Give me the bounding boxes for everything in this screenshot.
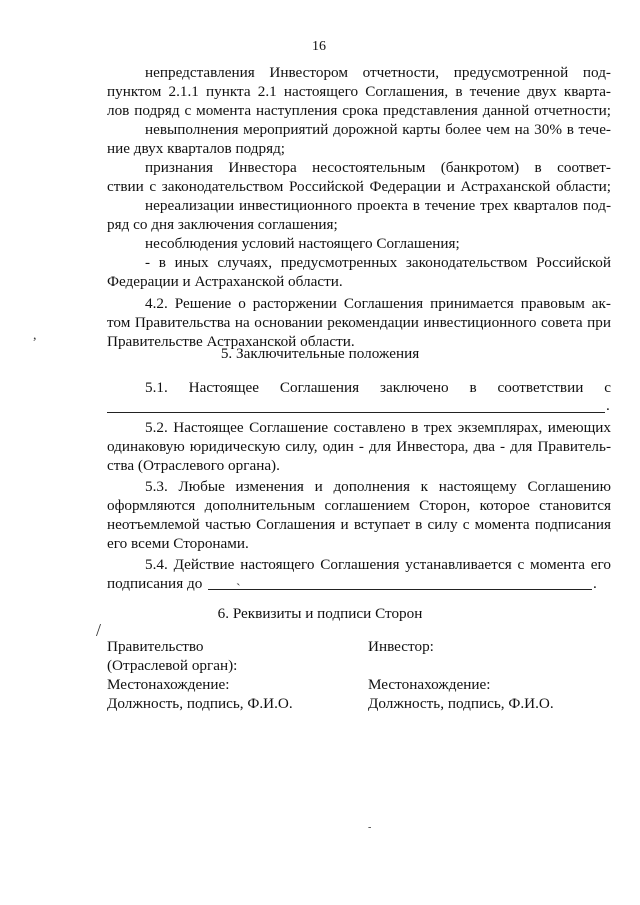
clause-line: одинаковую юридическую силу, один - для Инвестора, два - для Правитель- (107, 438, 611, 455)
clause-5-1-blank (107, 412, 605, 413)
page-number: 16 (312, 39, 326, 54)
section-6-heading: 6. Реквизиты и подписи Сторон (217, 605, 423, 622)
list-line: нереализации инвестиционного проекта в течение трех кварталов под- (145, 197, 611, 214)
requisite-line: Должность, подпись, Ф.И.О. (368, 695, 554, 712)
list-line: ряд со дня заключения соглашения; (107, 216, 338, 233)
clause-line: неотъемлемой частью Соглашения и вступает в силу с момента подписания (107, 516, 611, 533)
list-line: признания Инвестора несостоятельным (банкротом) в соответ- (145, 159, 611, 176)
clause-5-1-end: . (606, 397, 610, 414)
list-line: несоблюдения условий настоящего Соглашения; (145, 235, 460, 252)
list-line: лов подряд с момента наступления срока представления данной отчетности; (107, 102, 611, 119)
clause-line: 5.3. Любые изменения и дополнения к настоящему Соглашению (145, 478, 611, 495)
requisite-line: (Отраслевой орган): (107, 657, 238, 674)
list-line: - в иных случаях, предусмотренных законодательством Российской (145, 254, 611, 271)
requisite-line: Местонахождение: (107, 676, 230, 693)
requisite-line: Инвестор: (368, 638, 434, 655)
clause-line: ства (Отраслевого органа). (107, 457, 280, 474)
clause-line: оформляются дополнительным соглашением Сторон, которое становится (107, 497, 611, 514)
list-line: пунктом 2.1.1 пункта 2.1 настоящего Соглашения, в течение двух кварта- (107, 83, 611, 100)
requisite-line: Должность, подпись, Ф.И.О. (107, 695, 293, 712)
list-line: ние двух кварталов подряд; (107, 140, 286, 157)
clause-line: подписания до (107, 575, 203, 592)
clause-5-4-blank (208, 589, 592, 590)
clause-5-1: 5.1. Настоящее Соглашения заключено в соответствии с (145, 379, 611, 396)
stray-mark: , (33, 328, 37, 343)
clause-line: 4.2. Решение о расторжении Соглашения принимается правовым ак- (145, 295, 611, 312)
clause-line: Правительстве Астраханской области. (107, 333, 355, 350)
list-line: невыполнения мероприятий дорожной карты более чем на 30% в тече- (145, 121, 611, 138)
requisite-line: Местонахождение: (368, 676, 491, 693)
clause-5-4-end: . (593, 575, 597, 592)
stray-mark: ` (236, 582, 241, 597)
stray-mark: - (368, 822, 372, 833)
list-line: ствии с законодательством Российской Федерации и Астраханской области; (107, 178, 611, 195)
clause-line: 5.2. Настоящее Соглашение составлено в трех экземплярах, имеющих (145, 419, 611, 436)
list-line: Федерации и Астраханской области. (107, 273, 343, 290)
list-line: непредставления Инвестором отчетности, предусмотренной под- (145, 64, 611, 81)
requisite-line: Правительство (107, 638, 204, 655)
section-5-heading: 5. Заключительные положения (220, 345, 420, 362)
clause-line: том Правительства на основании рекомендации инвестиционного совета при (107, 314, 611, 331)
clause-line: его всеми Сторонами. (107, 535, 249, 552)
stray-mark: / (96, 620, 102, 640)
clause-line: 5.4. Действие настоящего Соглашения устанавливается с момента его (145, 556, 611, 573)
